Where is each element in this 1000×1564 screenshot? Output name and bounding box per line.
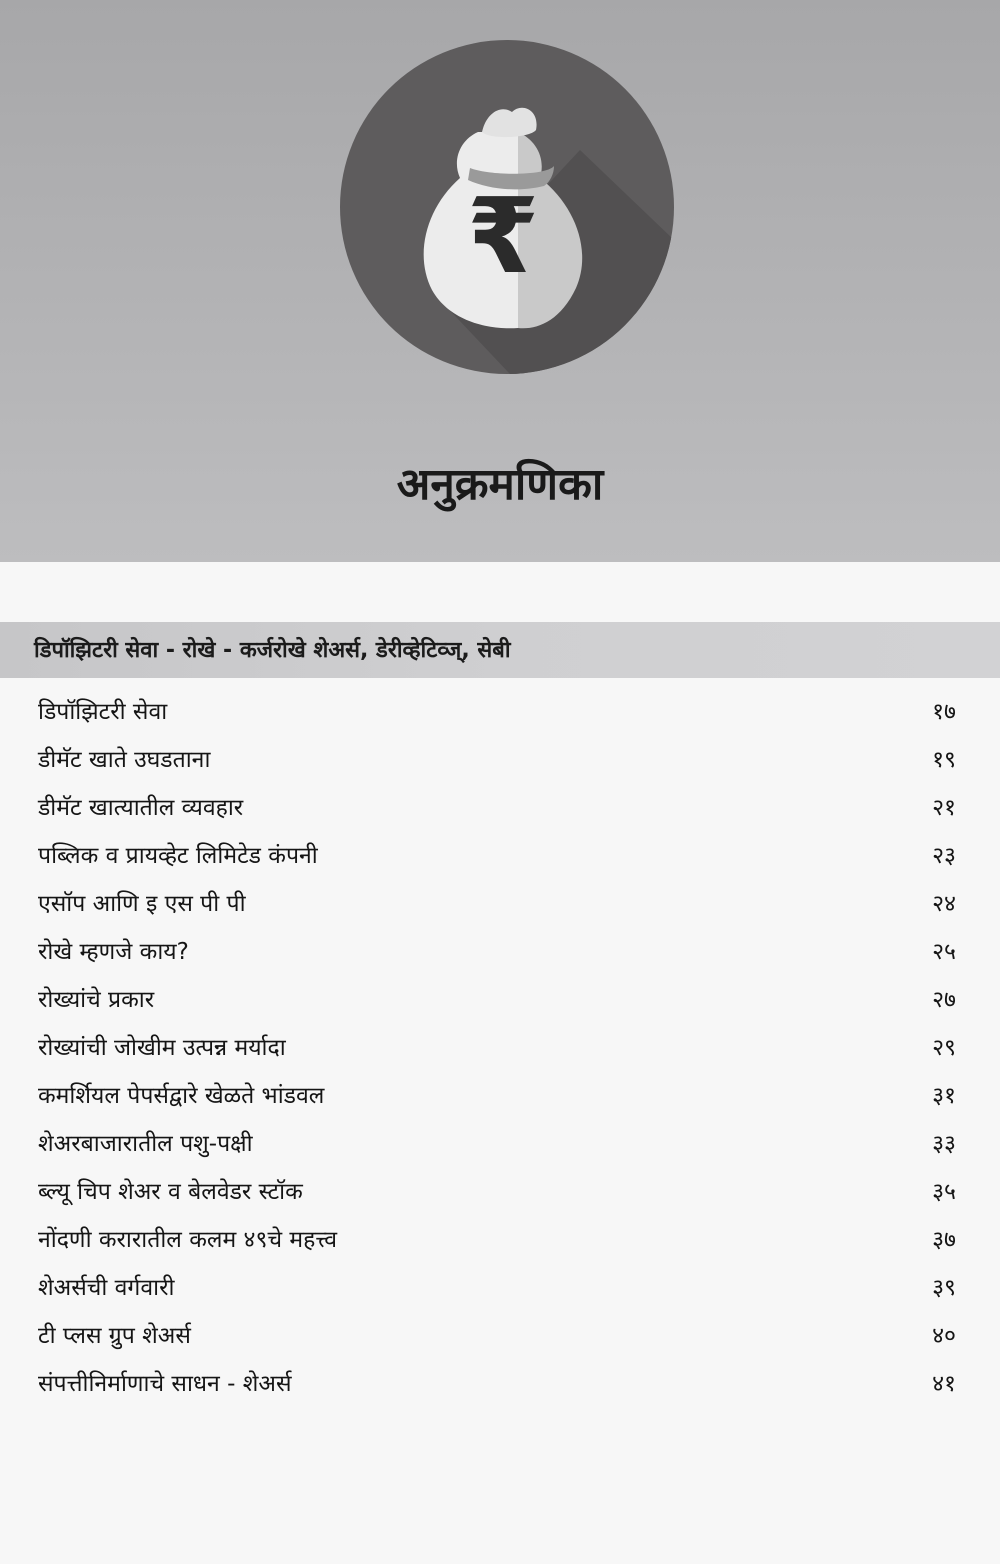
toc-entry-page: २९: [932, 1035, 956, 1061]
toc-entry-page: ४१: [932, 1371, 956, 1397]
toc-entry-page: ३१: [932, 1083, 956, 1109]
toc-entry-page: २३: [932, 843, 956, 869]
toc-entry-title: रोखे म्हणजे काय?: [38, 939, 189, 965]
toc-entry-title: नोंदणी करारातील कलम ४९चे महत्त्व: [38, 1227, 337, 1253]
toc-entry-page: ३९: [932, 1275, 956, 1301]
toc-entry-page: २५: [932, 939, 956, 965]
toc-entry-page: ३५: [932, 1179, 956, 1205]
money-bag-icon: [340, 40, 674, 374]
rupee-symbol: ₹: [466, 175, 540, 297]
toc-entry-title: संपत्तीनिर्माणाचे साधन - शेअर्स: [38, 1371, 292, 1397]
toc-entry-title: डीमॅट खाते उघडताना: [38, 747, 211, 773]
toc-entry-title: ब्ल्यू चिप शेअर व बेलवेडर स्टॉक: [38, 1179, 303, 1205]
toc-entry: [0, 1218, 1000, 1266]
toc-entry: [0, 1266, 1000, 1314]
toc-entry: [0, 834, 1000, 882]
toc-entry-page: ३७: [932, 1227, 956, 1253]
toc-entry-title: शेअरबाजारातील पशु-पक्षी: [38, 1131, 253, 1157]
toc-entry: [0, 690, 1000, 738]
toc-entry: [0, 1362, 1000, 1410]
toc-entry: [0, 1074, 1000, 1122]
toc-entry: [0, 1170, 1000, 1218]
page-title: अनुक्रमणिका: [396, 459, 604, 510]
toc-entry: [0, 1026, 1000, 1074]
toc-entry-title: शेअर्सची वर्गवारी: [38, 1275, 175, 1301]
toc-entry-page: २७: [932, 987, 956, 1013]
toc-entry-title: डीमॅट खात्यातील व्यवहार: [38, 795, 244, 821]
toc-entry-title: एसॉप आणि इ एस पी पी: [38, 891, 246, 917]
toc-entry: [0, 1122, 1000, 1170]
toc-entry-page: १९: [932, 747, 956, 773]
toc-entry-page: ४०: [932, 1323, 956, 1349]
toc-entry: [0, 786, 1000, 834]
toc-entry-page: २४: [932, 891, 956, 917]
emblem-circle: [340, 40, 674, 374]
toc-entry-title: डिपॉझिटरी सेवा: [38, 699, 168, 725]
toc-entry-page: ३३: [932, 1131, 956, 1157]
toc-entry-title: पब्लिक व प्रायव्हेट लिमिटेड कंपनी: [38, 843, 318, 869]
toc-entry-page: १७: [932, 699, 956, 725]
section-heading: डिपॉझिटरी सेवा - रोखे - कर्जरोखे शेअर्स, डेरीव्हेटिव्ज्, सेबी: [34, 638, 511, 663]
toc-entry-title: टी प्लस ग्रुप शेअर्स: [38, 1323, 191, 1349]
toc-entry: [0, 978, 1000, 1026]
toc-entry-title: रोख्यांचे प्रकार: [38, 987, 155, 1013]
toc-entry-page: २१: [932, 795, 956, 821]
toc-entry: [0, 738, 1000, 786]
toc-entry: [0, 930, 1000, 978]
toc-entry-title: कमर्शियल पेपर्सद्वारे खेळते भांडवल: [38, 1083, 325, 1109]
toc-entry-title: रोख्यांची जोखीम उत्पन्न मर्यादा: [38, 1035, 286, 1061]
toc-entry: [0, 1314, 1000, 1362]
toc-entry: [0, 882, 1000, 930]
table-of-contents: [0, 690, 1000, 1410]
